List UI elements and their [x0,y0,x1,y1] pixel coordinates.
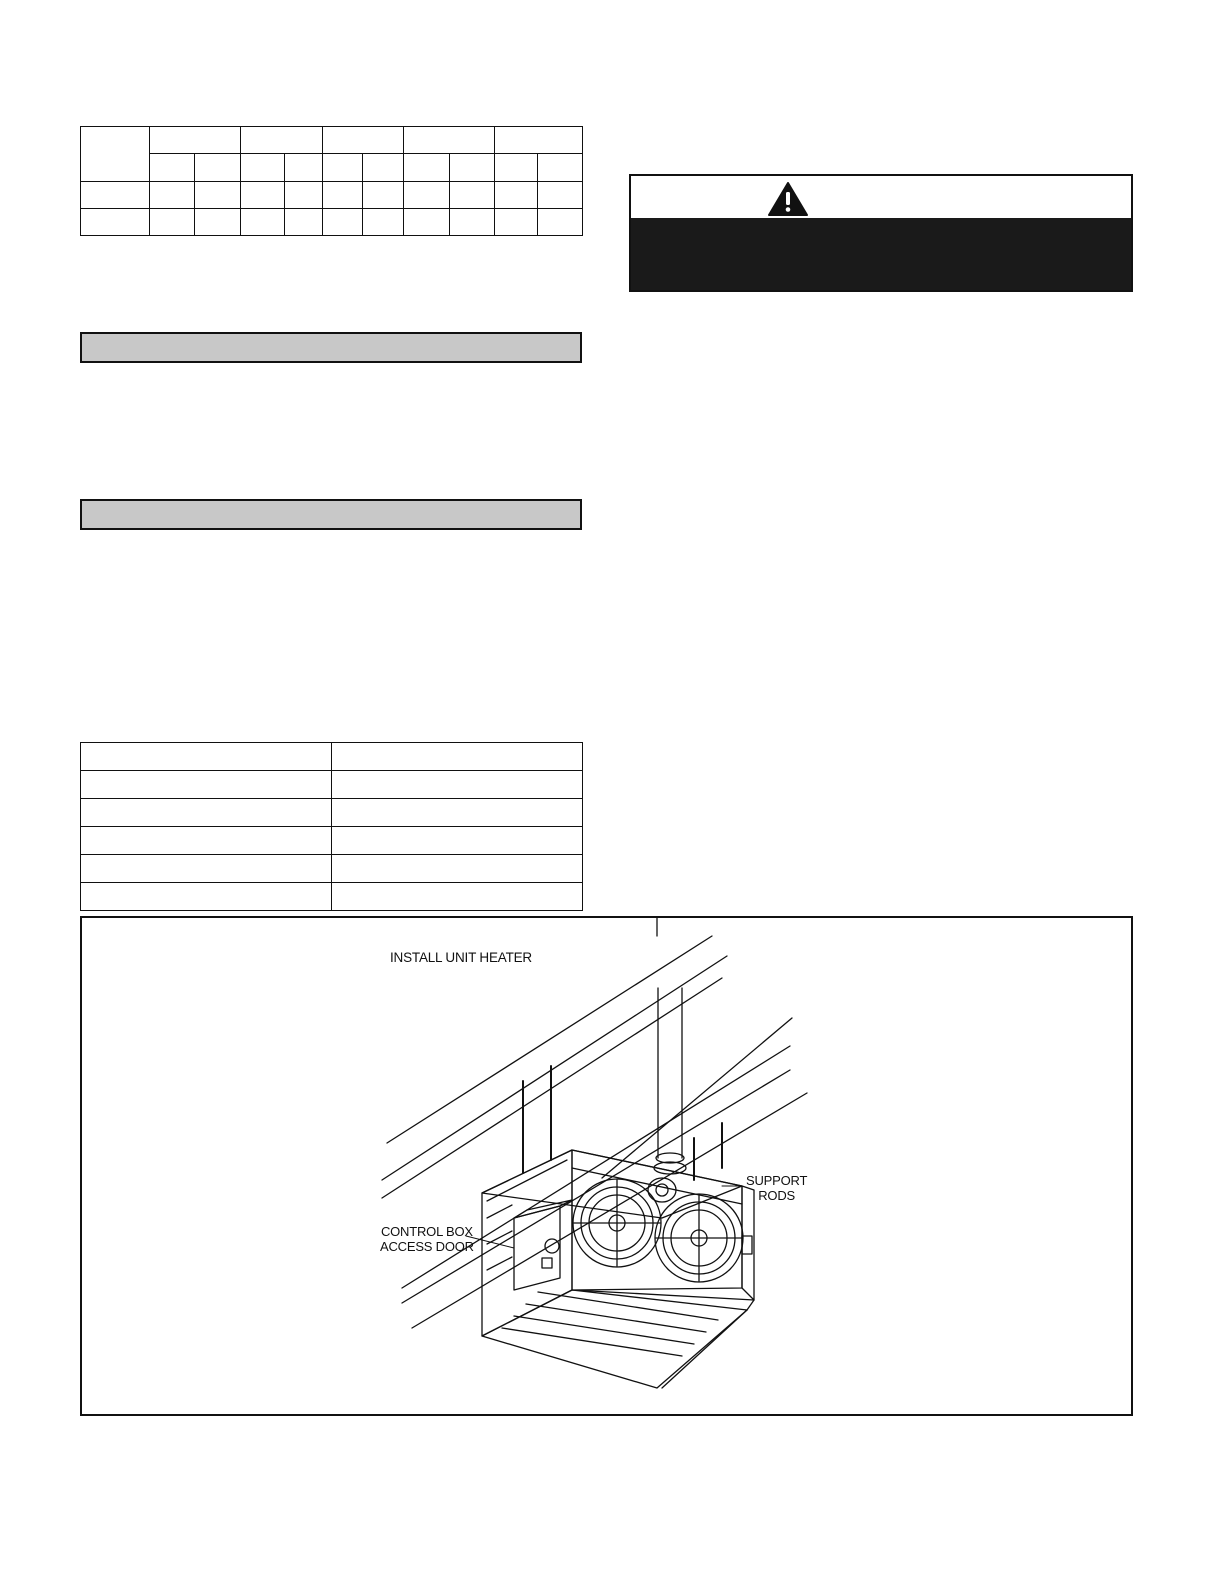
table-cell [332,743,583,771]
table-cell [195,154,241,181]
table-row [81,127,583,154]
table-cell [332,771,583,799]
table-cell [495,154,538,181]
table-cell [332,827,583,855]
table-cell [81,827,332,855]
warning-header [631,176,1131,218]
table-cell [495,127,583,154]
table-cell [495,208,538,235]
table-cell [404,208,450,235]
warning-body [631,218,1131,290]
table-cell [332,883,583,911]
callout-line: CONTROL BOX [380,1224,473,1239]
heater-cabinet [482,1150,754,1388]
table-cell [81,883,332,911]
table-cell [150,127,241,154]
callout-line: RODS [758,1188,795,1203]
table-cell [332,855,583,883]
table-cell [241,154,285,181]
install-figure [80,916,1133,1416]
table-cell [363,208,404,235]
table-cell [404,181,450,208]
figure-title: INSTALL UNIT HEATER [390,950,532,965]
table-cell [538,154,583,181]
table-cell [450,181,495,208]
callout-line: SUPPORT [746,1173,808,1188]
control-box-callout [380,1224,474,1254]
table-cell [450,154,495,181]
table-cell [332,799,583,827]
table-cell [285,154,323,181]
table-cell [404,127,495,154]
table-cell [241,127,323,154]
warning-box [629,174,1133,292]
table-cell [495,181,538,208]
table-cell [538,208,583,235]
table-cell [81,208,150,235]
table-cell [363,181,404,208]
table-cell [241,208,285,235]
table-cell [323,208,363,235]
table-cell [150,181,195,208]
section-header-bar [80,499,582,530]
table-cell [81,771,332,799]
table-cell [195,208,241,235]
table-row [81,208,583,235]
table-cell [81,181,150,208]
table-cell [538,181,583,208]
table-cell [150,154,195,181]
table-row [81,154,583,181]
unit-heater-drawing [82,918,1131,1414]
table-cell [81,855,332,883]
table-row [81,855,583,883]
table-cell [285,208,323,235]
table-cell [450,208,495,235]
table-row [81,799,583,827]
table-cell [241,181,285,208]
table-cell [81,743,332,771]
support-rods [523,1066,722,1180]
table-cell [363,154,404,181]
table-cell [323,127,404,154]
table-row [81,771,583,799]
clearance-table [80,126,583,236]
table-row [81,827,583,855]
table-row [81,743,583,771]
section-header-bar [80,332,582,363]
table-row [81,883,583,911]
table-cell [81,799,332,827]
support-rods-callout [746,1173,807,1203]
table-cell [404,154,450,181]
warning-triangle-icon [767,181,809,217]
table-cell [195,181,241,208]
spec-table [80,742,583,911]
table-cell [323,181,363,208]
table-cell [81,127,150,182]
ceiling-beams [382,918,807,1328]
callout-line: ACCESS DOOR [380,1239,474,1254]
table-cell [285,181,323,208]
table-cell [150,208,195,235]
table-cell [323,154,363,181]
table-row [81,181,583,208]
